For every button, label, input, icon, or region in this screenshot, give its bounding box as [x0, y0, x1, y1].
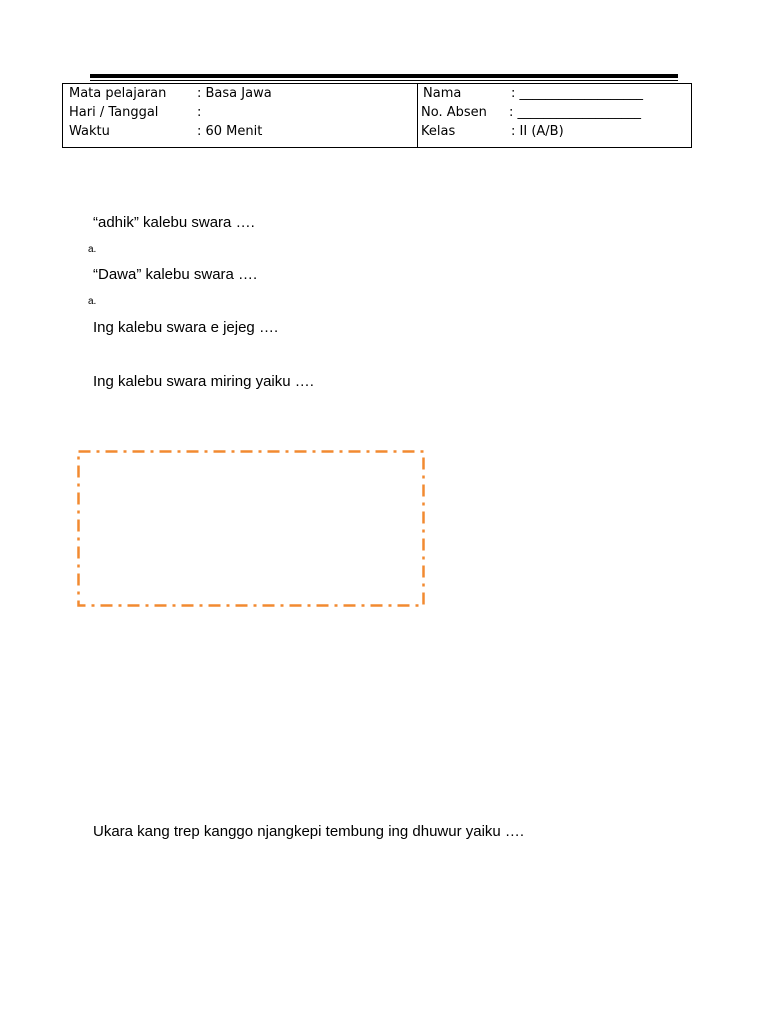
- header-value: : II (A/B): [511, 124, 564, 139]
- header-label: No. Absen: [421, 105, 487, 120]
- header-label: Hari / Tanggal: [69, 105, 159, 120]
- header-label: Mata pelajaran: [69, 86, 167, 101]
- absen-field[interactable]: : ___________________: [509, 105, 642, 120]
- header-value: : 60 Menit: [197, 124, 263, 139]
- question-5: Ukara kang trep kanggo njangkepi tembung ing dhuwur yaiku ….: [93, 823, 525, 840]
- question-1-option-a[interactable]: a.: [88, 244, 97, 255]
- header-label: Kelas: [421, 124, 456, 139]
- header-label: Nama: [423, 86, 462, 101]
- header-value: :: [197, 105, 202, 120]
- header-label: Waktu: [69, 124, 110, 139]
- header-divider: [417, 84, 418, 147]
- question-3: Ing kalebu swara e jejeg ….: [93, 319, 279, 336]
- question-4: Ing kalebu swara miring yaiku ….: [93, 373, 314, 390]
- header-value: : Basa Jawa: [197, 86, 272, 101]
- question-2-option-a[interactable]: a.: [88, 296, 97, 307]
- header-rule-thick: [90, 74, 678, 78]
- question-1: “adhik” kalebu swara ….: [93, 214, 255, 231]
- identity-header: [62, 83, 692, 148]
- answer-box: [77, 450, 425, 607]
- question-2: “Dawa” kalebu swara ….: [93, 266, 258, 283]
- name-field[interactable]: : ___________________: [511, 86, 644, 101]
- header-rule-thin: [90, 80, 678, 81]
